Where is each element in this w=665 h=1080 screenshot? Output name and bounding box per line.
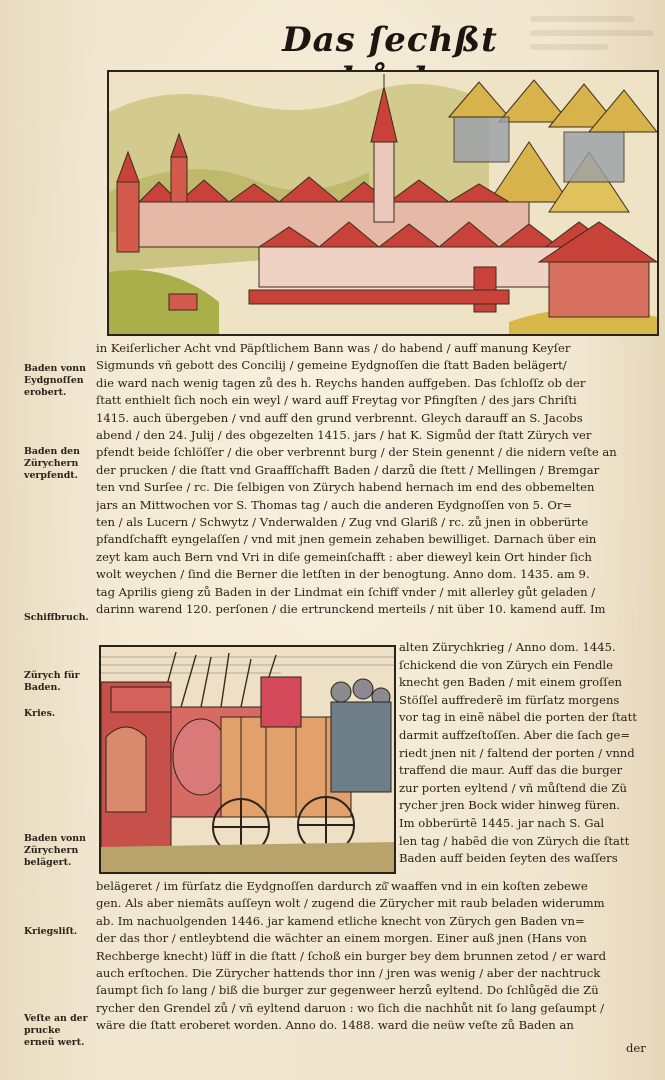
text-line: Stöſſel auffrederẽ im fürſatz morgens xyxy=(399,692,620,707)
text-line: der das thor / entleybtend die wächter an einem morgen. Einer auß jnen (Hans von xyxy=(96,931,587,946)
margin-note: Schiffbruch. xyxy=(24,612,89,623)
text-line: darinn warend 120. perſonen / die ertrunckend merteils / nit über 10. kamend auff. Im xyxy=(96,602,606,617)
text-line: zeyt kam auch Bern vnd Vri in diſe gemeinſchafft : aber dieweyl kein Ort hinder ſich xyxy=(96,549,592,564)
text-line: ſaumpt ſich ſo lang / biß die burger zur gegenweer herzů eyltend. Do ſchlůgẽd die Zü xyxy=(96,983,599,998)
margin-note: Kriegsliſt. xyxy=(24,926,78,937)
text-line: Im obberürtẽ 1445. jar nach S. Gal xyxy=(399,815,605,830)
book-title: Das ſechßt xyxy=(282,20,498,60)
text-line: ten vnd Surſee / rc. Die ſelbigen von Zürych habend hernach im end des obbemelten xyxy=(96,480,595,495)
text-line: ſtatt enthielt ſich noch ein weyl / ward auff Freytag vor Pfingſten / des jars Chriſti xyxy=(96,393,577,408)
text-line: alten Zürychkrieg / Anno dom. 1445. xyxy=(399,640,616,654)
text-line: gen. Als aber niemãts auſſeyn wolt / zugend die Zürycher mit raub beladen widerumm xyxy=(96,896,605,911)
woodcut-siege-battering-ram xyxy=(99,645,396,874)
margin-note: Veſte an der prucke erneü wert. xyxy=(24,1013,88,1048)
text-line: pfandſchafft eyngelaſſen / vnd mit jnen gemein zehaben bewilliget. Darnach über ein xyxy=(96,532,597,547)
text-line: rycher den Grendel zů / vñ eyltend daruon : wo ſich die nachhůt nit ſo lang geſaumpt / xyxy=(96,1000,605,1015)
text-line: riedt jnen nit / faltend der porten / vnnd xyxy=(399,745,635,760)
text-line: wäre die ſtatt eroberet worden. Anno do. 1488. ward die neüw veſte zů Baden an xyxy=(96,1018,574,1033)
bleed-through-text xyxy=(530,8,660,68)
margin-note: Kries. xyxy=(24,708,56,719)
text-line: in Keiſerlicher Acht vnd Päpſtlichem Bann was / do habend / auff manung Keyſer xyxy=(96,341,571,355)
text-line: jars an Mittwochen vor S. Thomas tag / auch die anderen Eydgnoſſen von 5. Or= xyxy=(96,497,573,512)
margin-note: Baden den Zürychern verpfendt. xyxy=(24,446,80,481)
text-line: zur porten eyltend / vñ můſtend die Zü xyxy=(399,780,627,795)
text-line: ſchickend die von Zürych ein Fendle xyxy=(399,657,613,672)
text-line: wolt weychen / ſind die Berner die letſten in der benogtung. Anno dom. 1435. am 9. xyxy=(96,567,590,582)
margin-note: Baden vonn Zürychern belägert. xyxy=(24,833,86,868)
text-line: Sigmunds vñ gebott des Concilij / gemeine Eydgnoſſen die ſtatt Baden belägert/ xyxy=(96,358,567,373)
text-line: auch erſtochen. Die Zürycher hattends thor inn / jren was wenig / aber der nachtruck xyxy=(96,966,601,981)
text-line: rycher jren Bock wider hinweg füren. xyxy=(399,798,620,813)
text-line: traffend die maur. Auff das die burger xyxy=(399,763,623,778)
text-line: pfendt beide ſchlöſſer / die ober verbrennt burg / der Stein genennt / die nidern veſte an xyxy=(96,445,617,460)
margin-note: Baden vonn Eydgnoſſen erobert. xyxy=(24,363,86,398)
woodcut-city-of-baden xyxy=(107,70,659,336)
text-line: ten / als Lucern / Schwytz / Vnderwalden / Zug vnd Glariß / rc. zů jnen in obberürte xyxy=(96,515,589,530)
text-line: abend / den 24. Julij / des obgezelten 1415. jars / hat K. Sigmůd der ſtatt Zürych ver xyxy=(96,428,592,443)
text-line: 1415. auch übergeben / vnd auff den grund verbrennt. Gleych darauff an S. Jacobs xyxy=(96,410,583,425)
text-line: der prucken / die ſtatt vnd Graaffſchafft Baden / darzů die ſtett / Mellingen / Bremgar xyxy=(96,462,600,477)
text-line: darmit auffzeſtoſſen. Aber die ſach ge= xyxy=(399,727,631,742)
siege-illustration xyxy=(101,647,394,872)
body-text-block-2 xyxy=(399,639,657,868)
text-line: die ward nach wenig tagen zů des h. Reychs handen auffgeben. Das ſchloſſz ob der xyxy=(96,375,586,390)
text-line: knecht gen Baden / mit einem groſſen xyxy=(399,675,623,690)
text-line: ab. Im nachuolgenden 1446. jar kamend etliche knecht von Zürych gen Baden vn= xyxy=(96,913,585,928)
body-text-block-3 xyxy=(96,878,656,1035)
text-line: vor tag in einẽ näbel die porten der ſtatt xyxy=(399,710,637,725)
text-line: len tag / habẽd die von Zürych die ſtatt xyxy=(399,833,630,848)
text-line: belägeret / im fürſatz die Eydgnoſſen dardurch zů͂ waaffen vnd in ein koſten zebewe xyxy=(96,879,588,893)
body-text-block-1 xyxy=(96,340,656,619)
catchword: der xyxy=(626,1041,646,1055)
text-line: Rechberge knecht) lüff in die ſtatt / ſchoß ein burger bey dem brunnen zetod / er ward xyxy=(96,948,606,963)
margin-note: Zürych für Baden. xyxy=(24,670,80,693)
text-line: Baden auff beiden ſeyten des waſſers xyxy=(399,851,618,866)
text-line: tag Aprilis gieng zů Baden in der Lindmat ein ſchiff vnder / mit allerley gůt geladen / xyxy=(96,584,596,599)
city-illustration xyxy=(109,72,657,334)
